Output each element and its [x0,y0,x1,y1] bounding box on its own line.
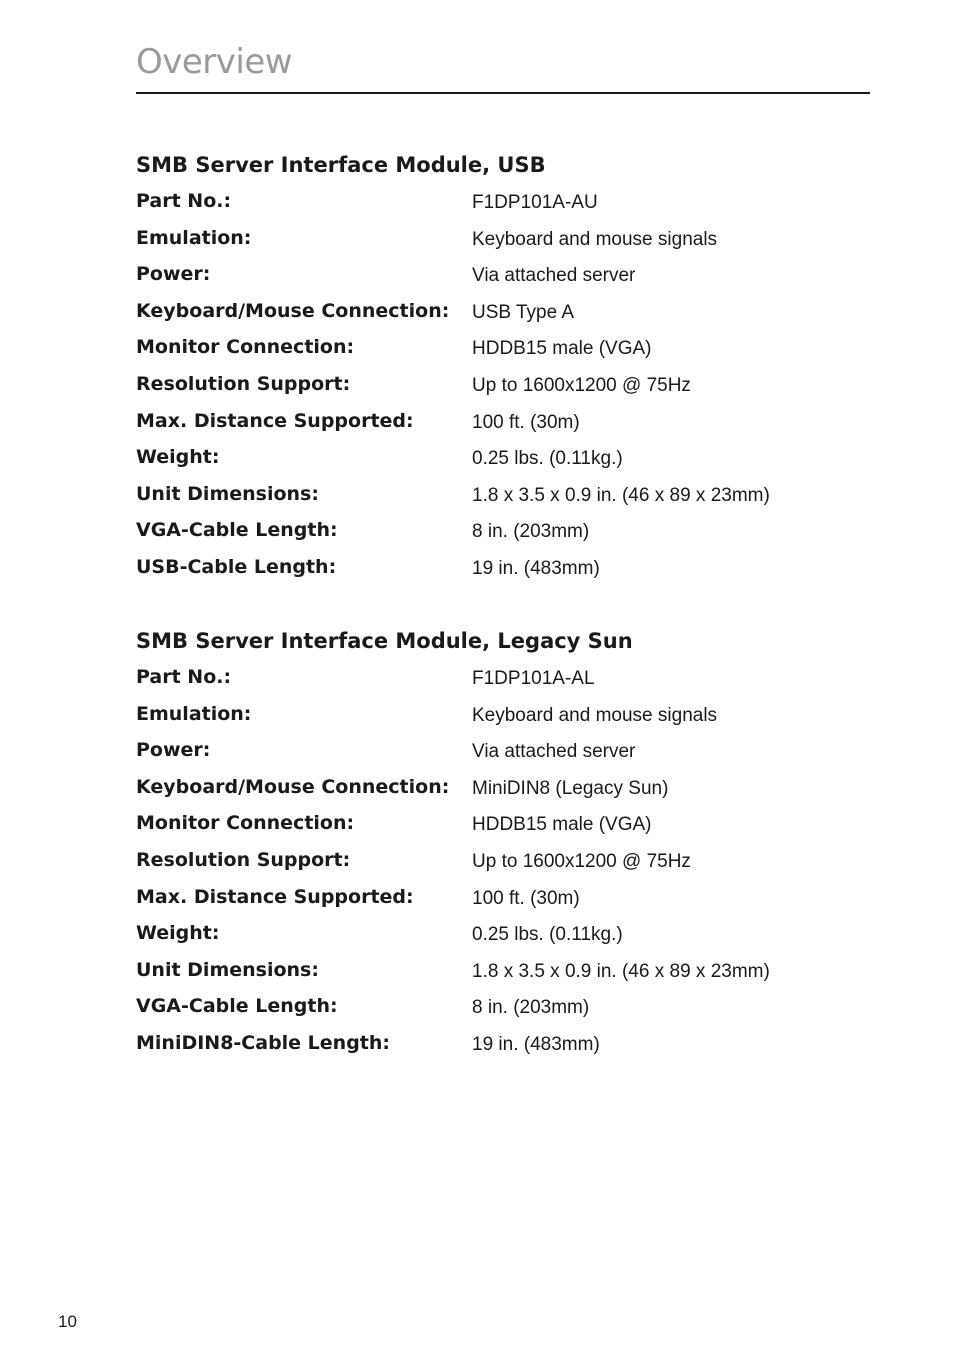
spec-value: HDDB15 male (VGA) [472,338,652,360]
spec-row [136,845,870,882]
spec-value: Via attached server [472,265,636,287]
usb-module-specs [136,150,870,589]
spec-value: 8 in. (203mm) [472,521,590,543]
spec-row [136,259,870,296]
spec-value: F1DP101A-AU [472,192,598,213]
spec-label: Keyboard/Mouse Connection: [136,299,450,322]
spec-label: Power: [136,739,211,762]
spec-label: Keyboard/Mouse Connection: [136,775,450,798]
section-heading-usb: SMB Server Interface Module, USB [136,153,546,177]
spec-value: MiniDIN8 (Legacy Sun) [472,777,669,799]
spec-value: Up to 1600x1200 @ 75Hz [472,374,691,396]
legacy-sun-module-specs [136,626,870,1065]
spec-label: MiniDIN8-Cable Length: [136,1031,391,1054]
spec-row [136,369,870,406]
spec-label: Part No.: [136,190,232,212]
spec-value: 1.8 x 3.5 x 0.9 in. (46 x 89 x 23mm) [472,484,770,506]
spec-label: Max. Distance Supported: [136,409,414,432]
spec-row [136,223,870,260]
spec-value: USB Type A [472,301,575,323]
spec-value: Up to 1600x1200 @ 75Hz [472,850,691,872]
spec-label: Power: [136,263,211,286]
spec-label: Unit Dimensions: [136,482,319,505]
spec-value: 1.8 x 3.5 x 0.9 in. (46 x 89 x 23mm) [472,960,770,982]
spec-label: Emulation: [136,702,252,725]
spec-label: USB-Cable Length: [136,555,337,578]
page-title: Overview [136,42,293,82]
spec-value: 100 ft. (30m) [472,887,580,909]
section-heading-legacy-sun: SMB Server Interface Module, Legacy Sun [136,629,633,653]
spec-label: Emulation: [136,226,252,249]
spec-row [136,808,870,845]
spec-row [136,955,870,992]
spec-label: VGA-Cable Length: [136,519,338,542]
spec-label: Unit Dimensions: [136,958,319,981]
spec-row [136,186,870,223]
spec-row [136,406,870,443]
spec-row [136,296,870,333]
spec-label: Monitor Connection: [136,336,355,359]
spec-label: Monitor Connection: [136,812,355,835]
title-divider [136,92,870,94]
spec-label: Resolution Support: [136,848,351,871]
spec-label: Resolution Support: [136,372,351,395]
spec-value: HDDB15 male (VGA) [472,814,652,836]
spec-row [136,662,870,699]
spec-value: 0.25 lbs. (0.11kg.) [472,924,623,946]
spec-label: Weight: [136,446,220,469]
spec-value: F1DP101A-AL [472,668,595,689]
spec-value: 19 in. (483mm) [472,557,600,579]
spec-value: Via attached server [472,741,636,763]
spec-row [136,991,870,1028]
spec-row [136,918,870,955]
spec-value: 100 ft. (30m) [472,411,580,433]
spec-row [136,882,870,919]
spec-label: VGA-Cable Length: [136,995,338,1018]
spec-value: 8 in. (203mm) [472,997,590,1019]
spec-row [136,735,870,772]
spec-row [136,515,870,552]
spec-row [136,479,870,516]
spec-label: Max. Distance Supported: [136,885,414,908]
spec-label: Part No.: [136,666,232,688]
spec-value: Keyboard and mouse signals [472,704,718,726]
spec-row [136,772,870,809]
page-number: 10 [58,1312,77,1331]
spec-row [136,1028,870,1065]
spec-row [136,332,870,369]
spec-row [136,552,870,589]
spec-row [136,699,870,736]
spec-row [136,442,870,479]
spec-value: 0.25 lbs. (0.11kg.) [472,448,623,470]
spec-label: Weight: [136,922,220,945]
spec-value: 19 in. (483mm) [472,1033,600,1055]
spec-value: Keyboard and mouse signals [472,228,718,250]
